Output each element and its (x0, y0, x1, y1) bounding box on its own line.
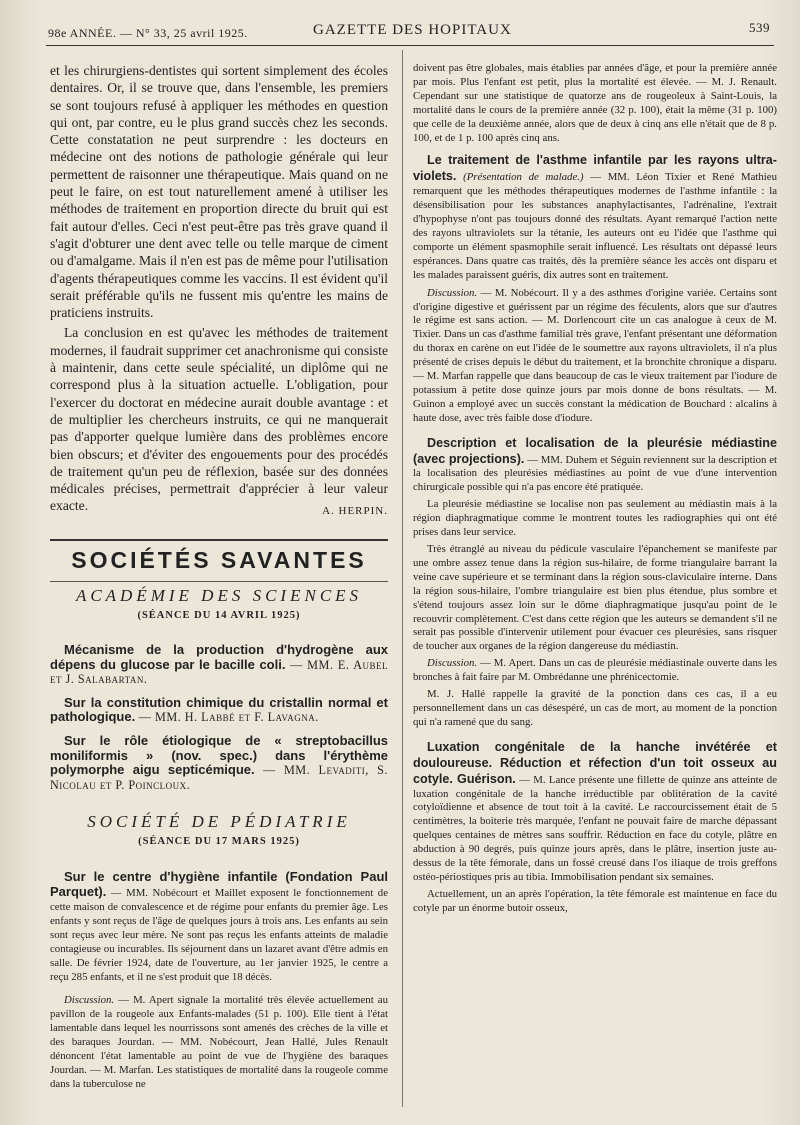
article-paragraph: La pleurésie médiastine se localise non pas seulement au médiastin mais à la région diaphragmatique comme le montrent toutes les radiographies qui ont été prises dans leur service. (413, 498, 777, 539)
entry-authors: — MM. Levaditi, S. Nicolau et P. Poincloux. (50, 763, 388, 792)
society-heading: SOCIÉTÉ DE PÉDIATRIE (87, 812, 351, 832)
communication-entry (50, 643, 388, 687)
entry-title: Sur le rôle étiologique de « streptobacillus moniliformis » (nov. spec.) dans l'érythème polymorphe aigu septicémique. (50, 733, 388, 778)
journal-title: GAZETTE DES HOPITAUX (313, 22, 512, 38)
section-title: SOCIÉTÉS SAVANTES (71, 547, 367, 574)
communication-entry (50, 870, 388, 984)
author-signature: A. HERPIN. (322, 504, 388, 517)
entry-text: — M. Lance présente une fillette de quinze ans atteinte de luxation congénitale de la hanche irréductible par oblitération de la cavité cotyloïdienne et absence de tout toit à la cavité. Le raccourcissement était de 5 centimètres, la boiterie très marquée, l'enfant ne pouvait faire de marche dépassant quelques centaines de mètres sans souffrir. Réduction en face du cotyle, plâtre en abduction à 90 degrés, puis quinze jours après, dans le plâtre, insertion juste au-dessus de la tête fémorale, dans un fossé creusé dans l'os iliaque de trois greffons ostéo-périostiques pris au tibia. Immobilisation pendant six semaines. (413, 773, 777, 883)
discussion-label: Discussion. (427, 286, 478, 299)
entry-text: — MM. Nobécourt et Maillet exposent le fonctionnement de cette maison de convalescence et de régime pour enfants du premier âge. Les enfants y sont reçus de l'âge de quelques jours à trois ans. Les enfants au sein sont reçus avec leur mère. Ne sont pas reçus les enfants atteints de maladie contagieuse ou incurables. Ils séjournent dans un lazaret avant d'être admis en salle. De février 1924, date de l'ouverture, au 1er janvier 1925, le centre a reçu 285 enfants, et il ne s'est produit que 18 décès. (50, 886, 388, 983)
communication-entry (50, 734, 388, 792)
header-rule (46, 45, 774, 46)
entry-authors: — MM. E. Aubel et J. Salabartan. (50, 657, 389, 687)
page-number: 539 (749, 20, 770, 35)
article-paragraph: doivent pas être globales, mais établies par années d'âge, et pour la première année par mois. Plus l'enfant est petit, plus la mortalité est élevée. — M. J. Renault. Cependant sur une statistique de quatorze ans de rougeoleux à Saint-Louis, la mortalité dans le cours de la première année (32 p. 100), était la même (31 p. 100) que celle de la deuxième année, alors que de deux à cinq ans elle n'était que de 8 p. 100, et de 1 p. 100 après cinq ans. (413, 62, 777, 144)
section-rule (50, 581, 388, 582)
entry-note: (Présentation de malade.) (463, 171, 584, 184)
entry-title: Luxation congénitale de la hanche invétérée et douloureuse. Réduction et réfection d'un toit osseux au cotyle. Guérison. (413, 739, 777, 786)
article-paragraph: Actuellement, un an après l'opération, la tête fémorale est maintenue en face du cotyle par un énorme butoir osseux, (413, 887, 777, 914)
entry-title: Mécanisme de la production d'hydrogène aux dépens du glucose par le bacille coli. (50, 642, 388, 672)
article-paragraph: La conclusion en est qu'avec les méthodes de traitement modernes, il faudrait supprimer cet anachronisme qui consiste à maintenir, dans cette seule spécialité, un diplôme qui ne correspond plus à la situation actuelle. L'obligation, pour l'exercer du doctorat en médecine aurait double avantage : et de multiplier les chercheurs instruits, ce qui ne manquerait pas d'apporter quelque lumière dans des problèmes encore bien obscurs; et d'éviter des engouements pour des procédés de traitement qu'un peu de réflexion, basée sur des données médicales précises, permettrait d'apprécier à leur valeur exacte. (50, 325, 388, 514)
article-paragraph: et les chirurgiens-dentistes qui sortent simplement des écoles dentaires. Or, il se trouve que, dans l'ensemble, les premiers se sont toujours refusé à appliquer les méthodes en question qui ont, par contre, eu le plus grand succès chez les seconds. Cette constatation ne peut surprendre : les docteurs en médecine ont des notions de pathologie générale qui leur permettent de raisonner une thérapeutique. Mais quand on ne peut le faire, on est tout naturellement amené à utiliser les méthodes de traitement en proportion directe du bruit qui est fait autour d'elles. Ceci n'est peut-être pas très grave quand il s'agit d'obturer une dent avec telle ou telle marque de ciment ou d'amalgame. Mais il n'en est pas de même pour l'utilisation d'agents thérapeutiques comme les vaccins. Il est évident qu'il serait préférable qu'ils ne fussent mis qu'entre les mains de praticiens instruits. (50, 63, 388, 321)
communication-entry (50, 993, 388, 1091)
article-paragraph: M. J. Hallé rappelle la gravité de la ponction dans ces cas, il a eu personnellement dans un cas désespéré, un cas de mort, au moment de la ponction qui n'a ramené que du sang. (413, 688, 777, 728)
entry-text: — MM. Duhem et Séguin reviennent sur la description et la localisation des pleurésies médiastines au point de vue d'une intervention chirurgicale possible qui n'a pas encore été pratiquée. (413, 453, 778, 494)
discussion-label: Discussion. (64, 993, 115, 1006)
communication-entry (413, 740, 777, 885)
right-column (413, 62, 777, 919)
entry-title: Le traitement de l'asthme infantile par les rayons ultra-violets. (413, 153, 777, 184)
entry-text: — M. Apert. Dans un cas de pleurésie médiastinale ouverte dans les bronches à fait faire par M. Ombrédanne une phrénicectomie. (413, 657, 777, 684)
left-column (50, 62, 388, 1100)
society-heading: ACADÉMIE DES SCIENCES (75, 585, 363, 605)
communication-entry (413, 153, 777, 282)
column-divider (402, 50, 403, 1107)
entry-text: — M. Nobécourt. Il y a des asthmes d'origine variée. Certains sont d'origine digestive et guérissent par un régime des féculents, alors que sur d'autres le régime est sans action. — M. Dorlencourt cite un cas analogue à ceux de M. Tixier. Dans un cas d'asthme familial très grave, l'enfant présentant une déformation du thorax en carène on eut l'idée de le soumettre aux rayons ultraviolets, il n'a plus présenté de crises depuis le début du traitement, et la bronchite chronique a disparu. — M. Marfan rappelle que dans beaucoup de cas le vieux traitement par l'iodure de potassium à petite dose quinze jours par mois donne de bons résultats. — M. Guinon a employé avec un succès constant la médication de Bouchard : alcalins à haute dose, avec très faible dose d'iodure. (413, 286, 777, 424)
session-date: (SÉANCE DU 17 MARS 1925) (138, 836, 300, 848)
issue-info: 98e ANNÉE. — N° 33, 25 avril 1925. (48, 26, 248, 40)
entry-title: Sur la constitution chimique du cristallin normal et pathologique. (50, 694, 388, 725)
running-header (48, 20, 772, 42)
article-paragraph: Très étranglé au niveau du pédicule vasculaire l'épanchement se manifeste par une ombre assez tenue dans la région sus-hilaire, de forme triangulaire barrant la veine cave supérieure et se terminant dans la région sous-claviculaire interne. Dans la région sous-hilaire, l'ombre triangulaire est bien plus étendue, plus sombre et s'étend toujours assez loin sur le dôme diaphragmatique jusqu'au point de le recouvrir complètement. C'est dans cette région que les auteurs se demandent s'il ne serait pas possible d'intervenir utilement pour évacuer ces pleurésies, sans risquer de toucher aux organes de la région dangereuse du médiastin. (413, 543, 777, 653)
discussion-label: Discussion. (427, 657, 478, 670)
entry-title: Sur le centre d'hygiène infantile (Fondation Paul Parquet). (50, 868, 388, 899)
entry-authors: — MM. H. Labbé et F. Lavagna. (135, 710, 319, 725)
entry-text: — M. Apert signale la mortalité très élevée actuellement au pavillon de la rougeole aux Enfants-malades (51 p. 100). Elle tient à l'état lamentable dans lequel les nourrissons sont amenés des crèches de la ville et des baraques Jourdan. — MM. Nobécourt, Jean Hallé, Jules Renault dénoncent l'état lamentable au point de vue de l'hygiène des baraques Jourdan. — M. Marfan. Les statistiques de mortalité dans la rougeole comme dans la tuberculose ne (50, 993, 388, 1090)
session-date: (SÉANCE DU 14 AVRIL 1925) (137, 609, 301, 621)
communication-entry (413, 657, 777, 685)
communication-entry (413, 287, 777, 426)
communication-entry (50, 696, 388, 725)
entry-title: Description et localisation de la pleurésie médiastine (avec projections). (413, 435, 777, 466)
section-rule (50, 539, 388, 541)
communication-entry (413, 436, 777, 496)
entry-text: — MM. Léon Tixier et René Mathieu remarquent que les méthodes thérapeutiques modernes de l'asthme infantile : la désensibilisation pour les substances anaphylactisantes, l'adrénaline, l'extrait d'hypophyse n'ont pas toujours donné des résultats. Ayant remarqué l'action nette des rayons ultraviolets sur la tétanie, les auteurs ont eu l'idée que l'asthme qui comporte un élément spasmophile serait influencé. Les résultats ont dépassé leurs espérances. Dans quatre cas traités, dès la première séance les accès ont disparu et les malades paraissent guéris, dix autres sont en traitement. (413, 171, 777, 281)
